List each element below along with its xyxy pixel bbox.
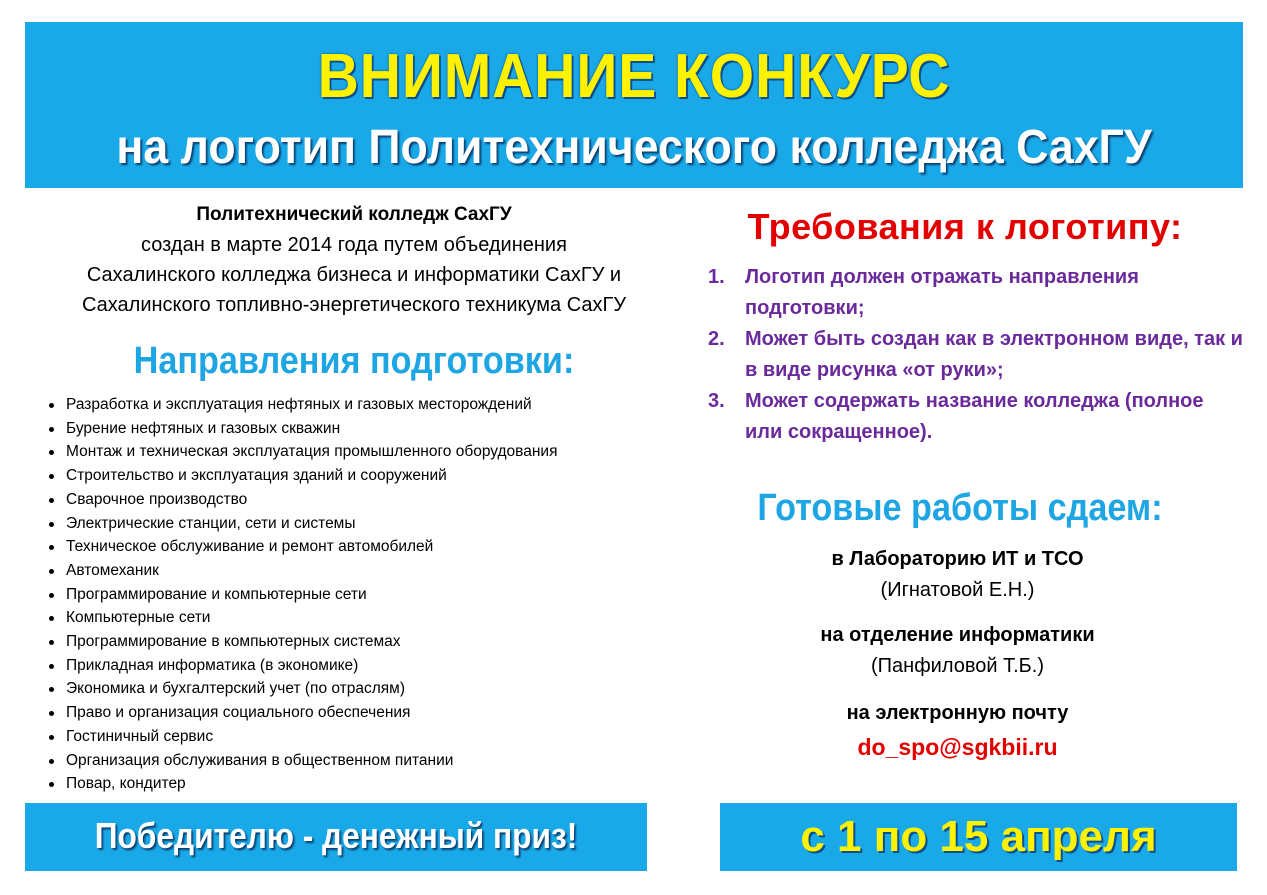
requirements-list [705, 262, 1245, 448]
list-item: Компьютерные сети [66, 606, 696, 630]
submission-heading: Готовые работы сдаем: [757, 487, 1163, 529]
dates-banner [720, 803, 1237, 871]
submission-email [700, 698, 1215, 765]
dept-person: (Панфиловой Т.Б.) [871, 655, 1044, 677]
intro-line: Сахалинского колледжа бизнеса и информатики СахГУ и [86, 264, 622, 286]
requirement-item [705, 262, 1245, 324]
list-item: Право и организация социального обеспечения [66, 701, 696, 725]
college-name: Политехнический колледж СахГУ [196, 204, 512, 225]
requirement-item [705, 324, 1245, 386]
list-item: Программирование в компьютерных системах [66, 630, 696, 654]
lab-person: (Игнатовой Е.Н.) [880, 579, 1035, 601]
prize-text: Победителю - денежный приз! [94, 815, 578, 856]
list-item: Электрические станции, сети и системы [66, 512, 696, 536]
requirement-number: 1. [708, 266, 725, 288]
requirement-number: 2. [708, 328, 725, 350]
list-item: Разработка и эксплуатация нефтяных и газовых месторождений [66, 393, 696, 417]
list-item: Экономика и бухгалтерский учет (по отраслям) [66, 677, 696, 701]
requirement-text: Может быть создан как в электронном виде, так и в виде рисунка «от руки»; [745, 328, 1243, 381]
dates-text: с 1 по 15 апреля [800, 812, 1157, 861]
poster-subtitle: на логотип Политехнического колледжа СахГУ [116, 121, 1152, 174]
poster-title: ВНИМАНИЕ КОНКУРС [317, 42, 951, 111]
list-item: Сварочное производство [66, 488, 696, 512]
list-item: Программирование и компьютерные сети [66, 583, 696, 607]
list-item: Повар, кондитер [66, 772, 696, 796]
list-item: Техническое обслуживание и ремонт автомобилей [66, 535, 696, 559]
list-item: Строительство и эксплуатация зданий и сооружений [66, 464, 696, 488]
header-banner [25, 22, 1243, 188]
directions-heading: Направления подготовки: [133, 340, 575, 382]
submission-dept [700, 620, 1215, 682]
intro-line: Сахалинского топливно-энергетического техникума СахГУ [81, 294, 627, 316]
requirements-heading: Требования к логотипу: [747, 206, 1183, 247]
dept-name: на отделение информатики [820, 624, 1095, 646]
directions-list [40, 393, 696, 796]
requirement-item [705, 386, 1245, 448]
prize-banner [25, 803, 647, 871]
list-item: Гостиничный сервис [66, 725, 696, 749]
requirement-text: Логотип должен отражать направления подготовки; [745, 266, 1139, 319]
lab-name: в Лабораторию ИТ и ТСО [831, 548, 1084, 570]
list-item: Автомеханик [66, 559, 696, 583]
list-item: Монтаж и техническая эксплуатация промышленного оборудования [66, 440, 696, 464]
list-item: Прикладная информатика (в экономике) [66, 654, 696, 678]
submission-lab [700, 544, 1215, 606]
requirement-number: 3. [708, 390, 725, 412]
college-intro [20, 200, 688, 320]
email-label: на электронную почту [846, 702, 1069, 724]
requirement-text: Может содержать название колледжа (полное или сокращенное). [745, 390, 1204, 443]
list-item: Организация обслуживания в общественном питании [66, 749, 696, 773]
list-item: Бурение нефтяных и газовых скважин [66, 417, 696, 441]
email-link[interactable]: do_spo@sgkbii.ru [857, 734, 1058, 760]
intro-line: создан в марте 2014 года путем объединения [141, 234, 567, 256]
